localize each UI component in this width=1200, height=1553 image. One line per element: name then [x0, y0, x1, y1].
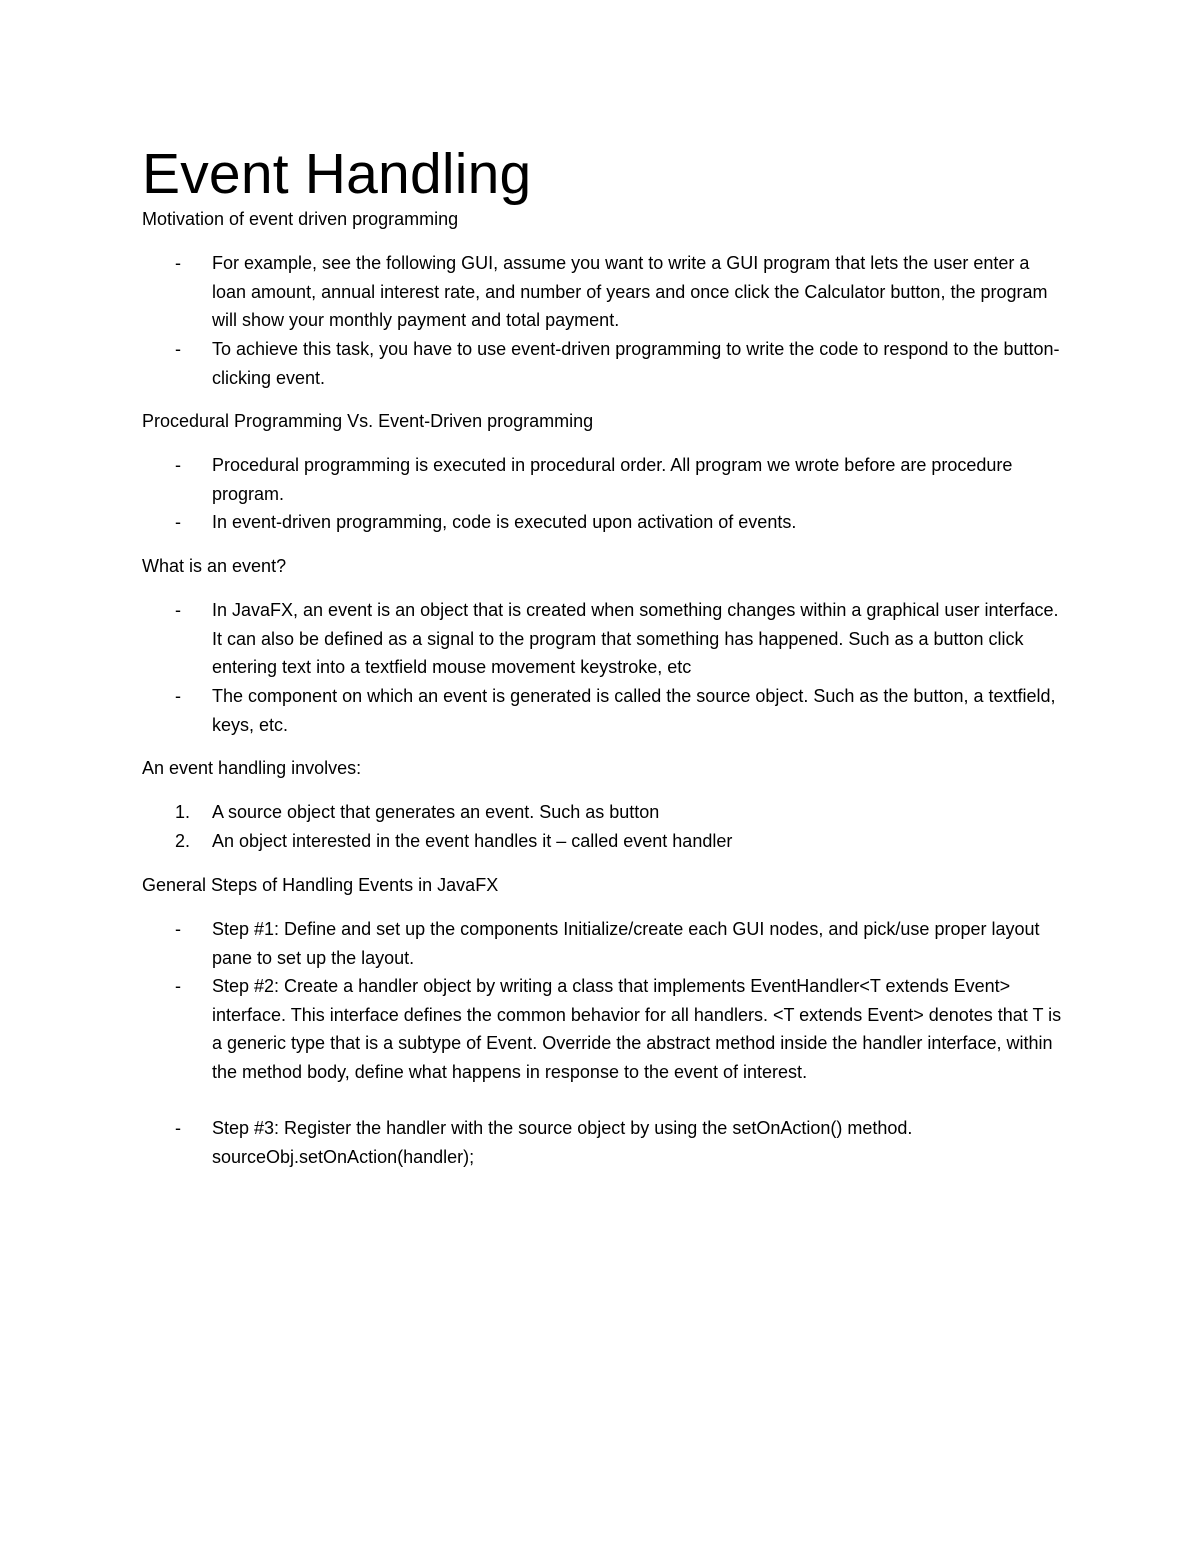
list-item-text: An object interested in the event handles it – called event handler	[212, 831, 733, 851]
list-item-text: Step #2: Create a handler object by writing a class that implements EventHandler<T extends Event> interface. This interface defines the common behavior for all handlers. <T extends Event> denotes that T is a generic type that is a subtype of Event. Override the abstract method inside the handler interface, within the method body, define what happens in response to the event of interest.	[212, 976, 1062, 1082]
list-item	[175, 451, 1065, 508]
section-heading-procedural-vs-event: Procedural Programming Vs. Event-Driven programming	[142, 411, 594, 431]
list-item-text: A source object that generates an event. Such as button	[212, 802, 660, 822]
list-item-text: In JavaFX, an event is an object that is created when something changes within a graphical user interface. It can also be defined as a signal to the program that something has happened. Such as a button click entering text into a textfield mouse movement keystroke, etc	[212, 600, 1059, 678]
section-heading-event-handling-involves: An event handling involves:	[142, 758, 362, 778]
list-marker: -	[175, 512, 181, 532]
list-item	[175, 335, 1065, 392]
list-item-text: For example, see the following GUI, assume you want to write a GUI program that lets the user enter a loan amount, annual interest rate, and number of years and once click the Calculator button, the program will show your monthly payment and total payment.	[212, 253, 1048, 331]
list-item-text: In event-driven programming, code is executed upon activation of events.	[212, 512, 797, 532]
list-marker: -	[175, 253, 181, 273]
list-marker: 1.	[175, 802, 191, 822]
section-heading-general-steps: General Steps of Handling Events in JavaFX	[142, 875, 499, 895]
list-item	[175, 798, 1065, 827]
list-marker: -	[175, 339, 181, 359]
list-item	[175, 915, 1065, 972]
list-item	[175, 1114, 1065, 1171]
section-heading-what-is-event: What is an event?	[142, 556, 287, 576]
list-item-text: The component on which an event is generated is called the source object. Such as the button, a textfield, keys, etc.	[212, 686, 1056, 735]
list-item-text: Step #1: Define and set up the components Initialize/create each GUI nodes, and pick/use proper layout pane to set up the layout.	[212, 919, 1040, 968]
list-item	[175, 508, 1065, 537]
list-marker: -	[175, 455, 181, 475]
list-item	[175, 249, 1065, 335]
list-marker: -	[175, 919, 181, 939]
list-item	[175, 972, 1065, 1086]
list-item	[175, 596, 1065, 682]
list-marker: 2.	[175, 831, 191, 851]
page-title: Event Handling	[142, 142, 532, 206]
list-marker: -	[175, 686, 181, 706]
list-item	[175, 827, 1065, 856]
list-item	[175, 682, 1065, 739]
list-item-text: To achieve this task, you have to use event-driven programming to write the code to respond to the button-clicking event.	[212, 339, 1060, 388]
list-marker: -	[175, 976, 181, 996]
list-marker: -	[175, 600, 181, 620]
section-heading-motivation: Motivation of event driven programming	[142, 209, 459, 229]
list-item-text: Step #3: Register the handler with the source object by using the setOnAction() method. sourceObj.setOnAction(handler);	[212, 1118, 913, 1167]
list-marker: -	[175, 1118, 181, 1138]
list-item-text: Procedural programming is executed in procedural order. All program we wrote before are procedure program.	[212, 455, 1013, 504]
